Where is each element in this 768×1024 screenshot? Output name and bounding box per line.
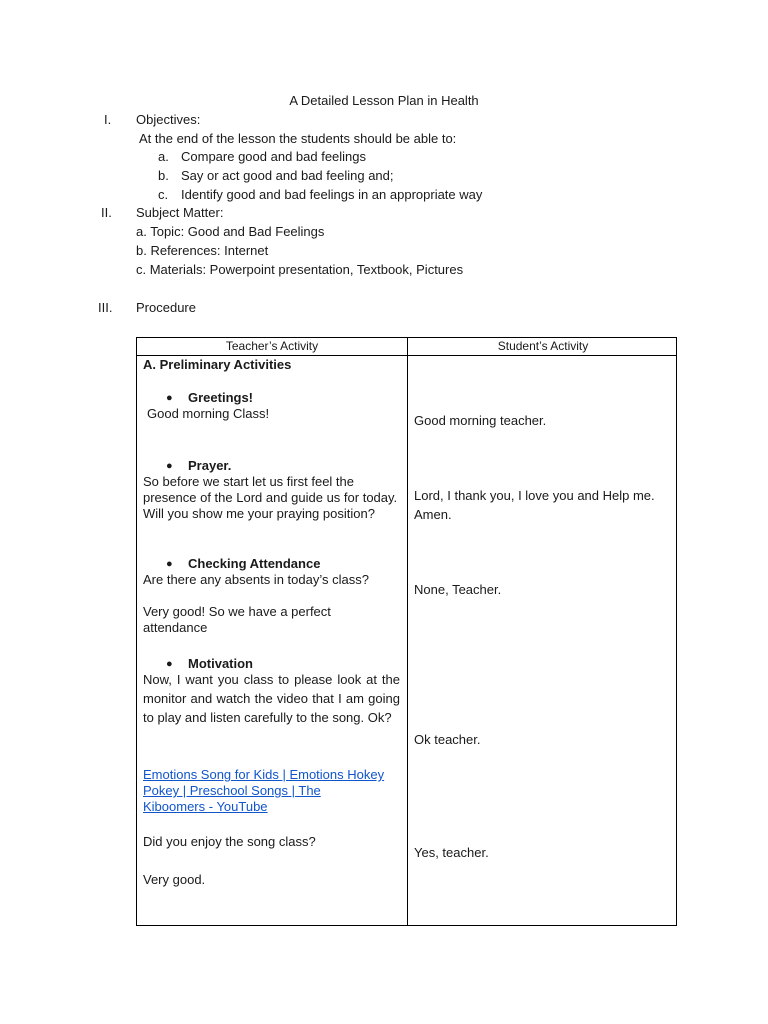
attendance-student: None, Teacher. [414,582,502,597]
motivation-teacher-close: Very good. [143,872,206,887]
attendance-heading: Checking Attendance [188,556,321,571]
objective-letter-b: b. [158,168,169,183]
motivation-student-answer: Yes, teacher. [414,845,489,860]
document-title: A Detailed Lesson Plan in Health [289,93,479,108]
motivation-heading: Motivation [188,656,253,671]
prayer-teacher: So before we start let us first feel the presence of the Lord and guide us for today. Will you show me your praying position? [143,474,398,521]
bullet-icon: ● [166,460,173,472]
objectives-intro: At the end of the lesson the students should be able to: [139,131,457,146]
video-link-line-2[interactable]: Pokey | Preschool Songs | The [143,783,321,798]
bullet-icon: ● [166,392,173,404]
video-link-line-1[interactable]: Emotions Song for Kids | Emotions Hokey [143,767,385,782]
subject-references: b. References: Internet [136,243,269,258]
preliminary-activities-title: A. Preliminary Activities [143,357,292,372]
greetings-heading: Greetings! [188,390,254,405]
column-divider [407,338,408,925]
subject-materials: c. Materials: Powerpoint presentation, Textbook, Pictures [136,262,464,277]
prayer-student-line-2: Amen. [414,507,452,522]
motivation-teacher-question: Did you enjoy the song class? [143,834,316,849]
subject-topic: a. Topic: Good and Bad Feelings [136,224,325,239]
objective-c: Identify good and bad feelings in an appropriate way [181,187,483,202]
objective-letter-a: a. [158,149,169,164]
video-link-line-3[interactable]: Kiboomers - YouTube [143,799,268,814]
bullet-icon: ● [166,658,173,670]
motivation-student: Ok teacher. [414,732,481,747]
objective-b: Say or act good and bad feeling and; [181,168,394,183]
teacher-activity-header: Teacher’s Activity [225,339,319,353]
section-numeral-2: II. [101,205,112,220]
bullet-icon: ● [166,558,173,570]
section-heading-procedure: Procedure [136,300,196,315]
section-heading-objectives: Objectives: [136,112,201,127]
greetings-teacher: Good morning Class! [147,406,270,421]
objective-a: Compare good and bad feelings [181,149,367,164]
section-numeral-3: III. [98,300,113,315]
student-activity-header: Student’s Activity [497,339,589,353]
section-numeral-1: I. [104,112,112,127]
procedure-table [136,337,677,926]
prayer-heading: Prayer. [188,458,232,473]
attendance-teacher-question: Are there any absents in today’s class? [143,572,369,587]
greetings-student: Good morning teacher. [414,413,547,428]
prayer-student-line-1: Lord, I thank you, I love you and Help me. [414,488,655,503]
attendance-teacher-followup: Very good! So we have a perfect attendance [143,604,331,635]
motivation-teacher: Now, I want you class to please look at the monitor and watch the video that I am going to play and listen carefully to the song. Ok? [143,672,400,725]
section-heading-subject-matter: Subject Matter: [136,205,224,220]
objective-letter-c: c. [158,187,169,202]
